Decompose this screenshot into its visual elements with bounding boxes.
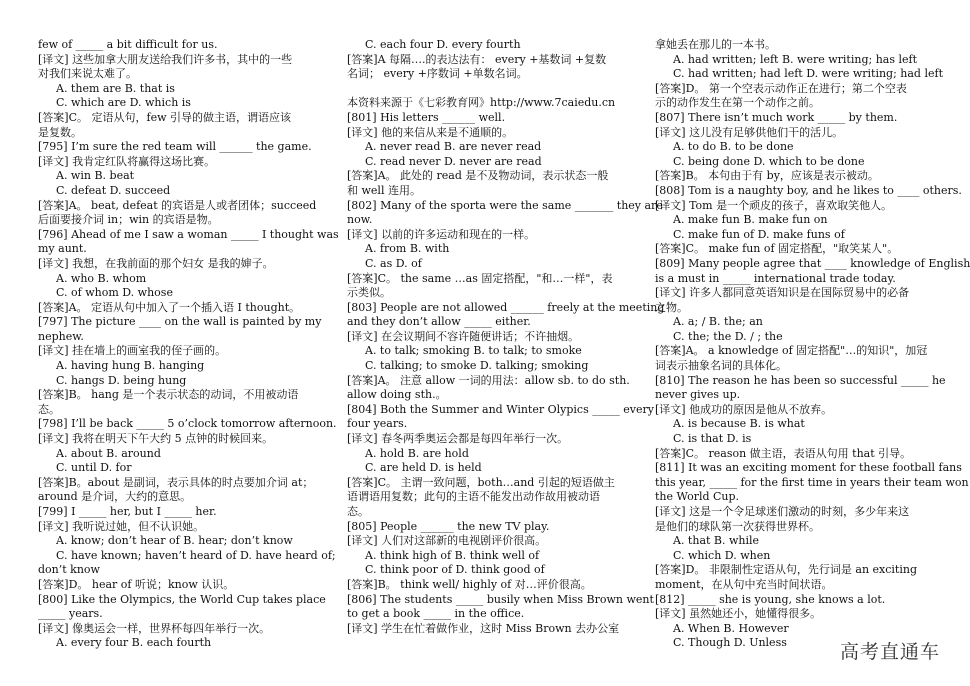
text-line: C. have known; haven’t heard of D. have heard of; [56, 548, 336, 562]
text-line: [802] Many of the sporta were the same _______ they are [347, 198, 663, 212]
text-line: 和 well 连用。 [347, 183, 421, 197]
text-line: A. about B. around [56, 446, 161, 460]
text-line: to get a book _____ in the office. [347, 607, 525, 621]
text-line: [答案]A。 注意 allow 一词的用法：allow sb. to do sth. [347, 373, 630, 387]
text-line: [803] People are not allowed ______ freely at the meeting [347, 300, 665, 314]
text-line: [答案]A。 此处的 read 是不及物动词，表示状态一般 [347, 169, 609, 183]
text-line: A. make fun B. make fun on [673, 213, 828, 227]
text-line: around 是介词，大约的意思。 [38, 490, 192, 504]
text-line [347, 82, 629, 97]
text-line: [809] Many people agree that ____ knowledge of English [655, 256, 970, 270]
text-line: [答案]D。 非限制性定语从句，先行词是 an exciting [655, 563, 917, 577]
text-line: C. until D. for [56, 461, 132, 475]
column-right [655, 38, 970, 651]
text-line: _____ years. [38, 607, 103, 621]
text-line: 语谓语用复数；此句的主语不能发出动作故用被动语 [347, 490, 600, 504]
text-line: [答案]B。 hang 是一个表示状态的动词，不用被动语 [38, 388, 299, 402]
text-line: [答案]B。 本句由于有 by，应该是表示被动。 [655, 169, 879, 183]
text-line: C. defeat D. succeed [56, 183, 171, 197]
text-line: [答案]A。 a knowledge of 固定搭配"…的知识"，加冠 [655, 344, 928, 358]
text-line: [795] I’m sure the red team will ______ the game. [38, 140, 312, 154]
text-line: now. [347, 213, 373, 227]
text-line: C. each four D. every fourth [365, 38, 521, 51]
text-line: [译文] 像奥运会一样，世界杯每四年举行一次。 [38, 621, 271, 635]
text-line: A. them are B. that is [56, 81, 175, 95]
text-line: [答案]C。 定语从句，few 引导的做主语，谓语应该 [38, 110, 291, 124]
text-line: four years. [347, 417, 408, 431]
text-line: never gives up. [655, 388, 741, 402]
column-left [38, 38, 339, 651]
text-line: [810] The reason he has been so successful _____ he [655, 373, 946, 387]
text-line: [译文] 这些加拿大朋友送给我们许多书，其中的一些 [38, 52, 293, 66]
text-line: C. talking; to smoke D. talking; smoking [365, 359, 589, 373]
text-line: [译文] 挂在墙上的画室我的侄子画的。 [38, 344, 227, 358]
text-line: [译文] 这儿没有足够供他们干的活儿。 [655, 125, 844, 139]
text-line: 是复数。 [38, 125, 82, 139]
text-line: 名词； every +序数词 +单数名词。 [347, 67, 528, 81]
text-line: 词表示抽象名词的具体化。 [655, 359, 787, 373]
text-line: 是他们的球队第一次获得世界杯。 [655, 519, 820, 533]
text-line: [答案]A。 beat, defeat 的宾语是人或者团体；succeed [38, 198, 317, 212]
watermark-text: 高考直通车 [839, 641, 940, 663]
text-line: A. to do B. to be done [673, 140, 794, 154]
text-line: A. to talk; smoking B. to talk; to smoke [365, 344, 582, 358]
text-line: [804] Both the Summer and Winter Olypics _____ every [347, 402, 654, 416]
text-line: 本资料来源于《七彩教育网》http://www.7caiedu.cn [347, 96, 616, 110]
text-line: don’t know [38, 563, 100, 577]
text-line: [806] The students _____ busily when Miss Brown went [347, 592, 654, 606]
text-line: few of _____ a bit difficult for us. [38, 38, 218, 51]
text-line: allow doing sth.。 [347, 388, 447, 402]
text-line: [答案]C。 主谓一致问题，both…and 引起的短语做主 [347, 475, 615, 489]
text-line: [答案]A 每隔….的表达法有： every +基数词 +复数 [347, 52, 607, 66]
text-line: C. being done D. which to be done [673, 154, 865, 168]
text-line: 对我们来说太难了。 [38, 67, 137, 81]
text-line: [译文] 虽然她还小，她懂得很多。 [655, 607, 822, 621]
text-line: [796] Ahead of me I saw a woman _____ I thought was [38, 227, 339, 241]
text-line: [答案]B。about 是副词，表示具体的时点要加介词 at； [38, 475, 314, 489]
text-line: 后面要接介词 in；win 的宾语是物。 [38, 213, 219, 227]
text-line: C. is that D. is [673, 432, 752, 446]
text-line: 示的动作发生在第一个动作之前。 [655, 96, 820, 110]
text-line: A. know; don’t hear of B. hear; don’t know [56, 534, 293, 548]
text-line: [807] There isn’t much work _____ by them. [655, 110, 898, 124]
text-line: 之物。 [655, 300, 688, 314]
text-line: C. had written; had left D. were writing; had left [673, 67, 943, 81]
text-line: A. who B. whom [56, 271, 147, 285]
text-line: C. hangs D. being hung [56, 373, 187, 387]
text-line: C. are held D. is held [365, 461, 482, 475]
text-line: A. win B. beat [56, 169, 135, 183]
text-line: C. the; the D. / ; the [673, 329, 783, 343]
text-line: [答案]D。 第一个空表示动作正在进行；第二个空表 [655, 81, 907, 95]
text-line: [译文] 我肯定红队将赢得这场比赛。 [38, 154, 216, 168]
text-line: A. that B. while [673, 534, 760, 548]
column-middle [347, 38, 665, 636]
text-line: C. which D. when [673, 548, 771, 562]
text-line: A. having hung B. hanging [56, 359, 205, 373]
text-line: A. every four B. each fourth [56, 636, 212, 650]
text-line: A. think high of B. think well of [365, 548, 540, 562]
text-line: [译文] 我想，在我前面的那个妇女 是我的婶子。 [38, 256, 274, 270]
text-line: [799] I _____ her, but I _____ her. [38, 505, 217, 518]
text-line: 示类似。 [347, 286, 391, 300]
text-line: [答案]B。 think well/ highly of 对…评价很高。 [347, 577, 592, 591]
text-line: [译文] 这是一个令足球迷们激动的时刻，多少年来这 [655, 505, 910, 518]
text-line: [答案]C。 the same …as 固定搭配，"和…一样"，表 [347, 271, 613, 285]
text-line: [译文] 许多人都同意英语知识是在国际贸易中的必备 [655, 286, 910, 300]
text-line: and they don’t allow _____ either. [347, 315, 531, 329]
text-line: [答案]A。 定语从句中加入了一个插入语 I thought。 [38, 300, 301, 314]
text-line: C. which are D. which is [56, 96, 191, 110]
text-line: C. as D. of [365, 256, 422, 270]
text-line: [808] Tom is a naughty boy, and he likes to ____ others. [655, 183, 962, 197]
text-line: [译文] 他成功的原因是他从不放弃。 [655, 402, 833, 416]
text-line: [译文] 学生在忙着做作业，这时 Miss Brown 去办公室 [347, 621, 620, 635]
text-line: 态。 [38, 402, 60, 416]
text-line: A. never read B. are never read [365, 140, 542, 154]
text-line: C. of whom D. whose [56, 286, 173, 300]
text-line: A. had written; left B. were writing; has left [673, 52, 917, 66]
text-line: [798] I’ll be back _____ 5 o’clock tomorrow afternoon. [38, 417, 337, 431]
text-line: nephew. [38, 329, 84, 343]
text-line: [译文] 我听说过她，但不认识她。 [38, 519, 205, 533]
text-line: moment，在从句中充当时间状语。 [655, 577, 833, 591]
text-line: the World Cup. [655, 490, 740, 504]
text-line: [801] His letters ______ well. [347, 110, 506, 124]
text-line: [译文] 人们对这部新的电视剧评价很高。 [347, 534, 547, 548]
text-line: 拿她丢在那儿的一本书。 [655, 38, 776, 51]
text-line: [800] Like the Olympics, the World Cup takes place [38, 592, 326, 606]
text-line: C. Though D. Unless [673, 636, 787, 650]
text-line: [译文] 春冬两季奥运会都是每四年举行一次。 [347, 432, 569, 446]
text-line: A. is because B. is what [673, 417, 805, 431]
text-line: C. read never D. never are read [365, 154, 542, 168]
text-line: [812] _____ she is young, she knows a lot. [655, 592, 886, 606]
text-line: is a must in _____ international trade today. [655, 271, 896, 285]
text-line: [答案]C。 reason 做主语，表语从句用 that 引导。 [655, 446, 912, 460]
text-line: [译文] 在会议期间不容许随便讲话；不许抽烟。 [347, 329, 580, 343]
text-line: C. make fun of D. make funs of [673, 227, 845, 241]
text-line: A. from B. with [365, 242, 450, 256]
text-line: A. hold B. are hold [365, 446, 469, 460]
text-line: [译文] 我将在明天下午大约 5 点钟的时候回来。 [38, 432, 274, 446]
text-line: [译文] 他的来信从来是不通顺的。 [347, 125, 514, 139]
text-line: my aunt. [38, 242, 87, 256]
text-line: [811] It was an exciting moment for these football fans [655, 461, 962, 475]
text-line: [译文] Tom 是一个顽皮的孩子，喜欢取笑他人。 [655, 198, 893, 212]
text-line: C. think poor of D. think good of [365, 563, 545, 577]
text-line: [805] People ______ the new TV play. [347, 519, 550, 533]
text-line: [797] The picture ____ on the wall is painted by my [38, 315, 322, 329]
text-line: this year, _____ for the first time in years their team won [655, 475, 969, 489]
text-line: [答案]D。 hear of 听说；know 认识。 [38, 577, 235, 591]
text-line: 态。 [347, 505, 369, 518]
text-line: [答案]C。 make fun of 固定搭配，"取笑某人"。 [655, 242, 899, 256]
text-line: A. a; / B. the; an [673, 315, 763, 329]
text-line: [译文] 以前的许多运动和现在的一样。 [347, 227, 536, 241]
text-line: A. When B. However [673, 621, 789, 635]
